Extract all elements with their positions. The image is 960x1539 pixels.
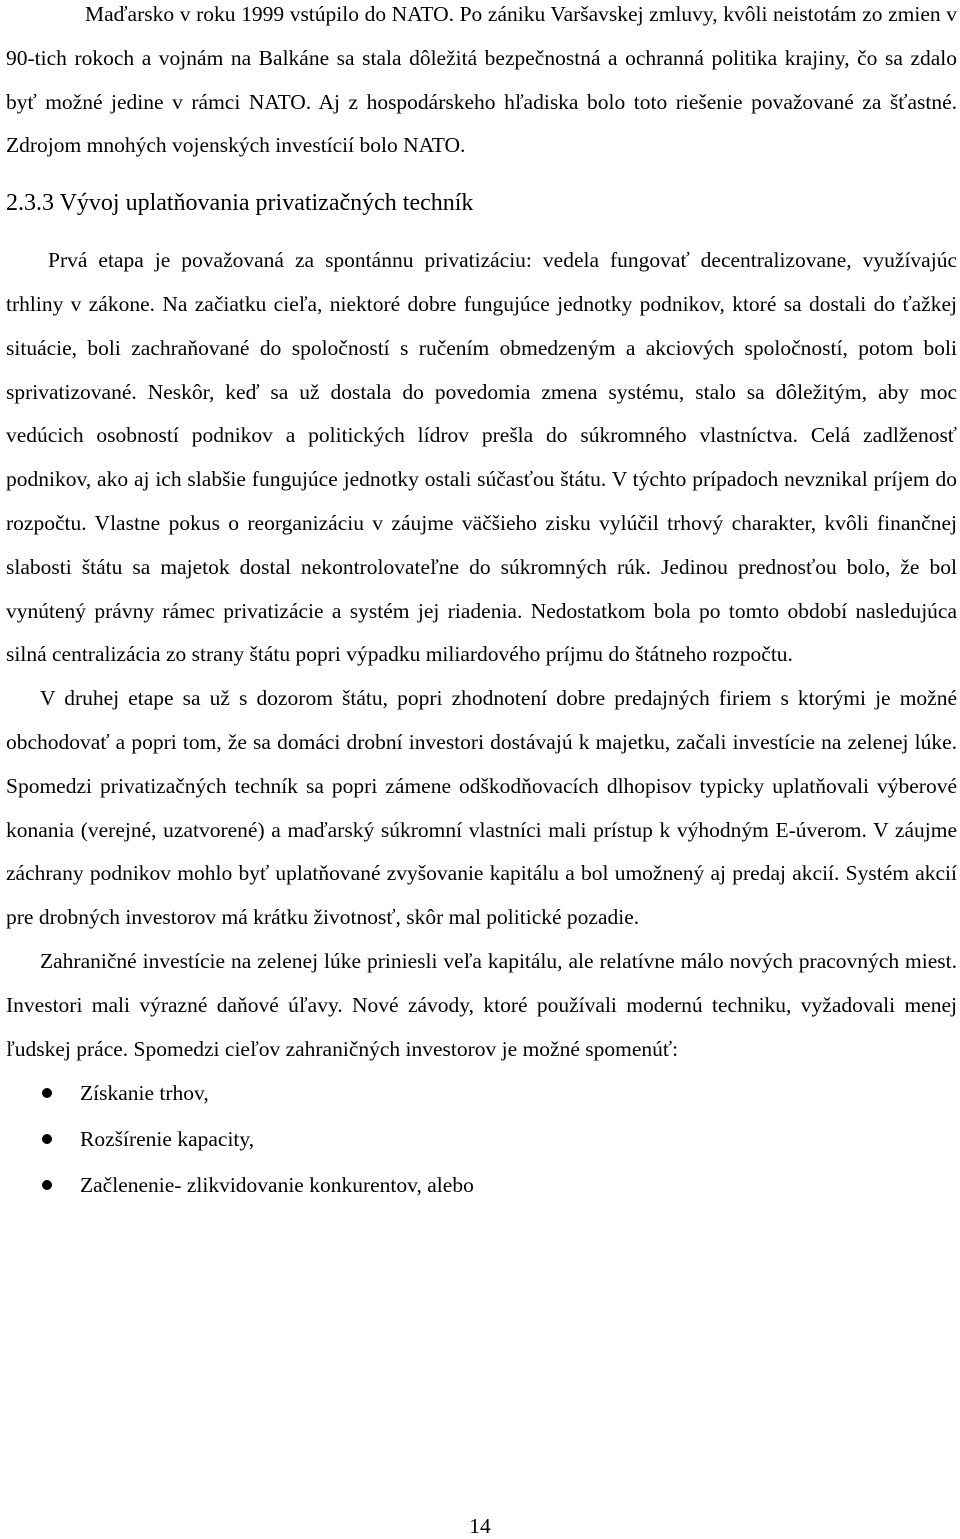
list-item-text: Získanie trhov, xyxy=(80,1081,209,1106)
list-item xyxy=(6,1117,957,1163)
bullet-icon xyxy=(42,1088,52,1098)
document-page xyxy=(6,0,957,1208)
list-item-text: Začlenenie- zlikvidovanie konkurentov, alebo xyxy=(80,1172,474,1197)
bullet-list xyxy=(6,1071,957,1208)
section-heading: 2.3.3 Vývoj uplatňovania privatizačných techník xyxy=(6,190,474,217)
paragraph-first-stage: Prvá etapa je považovaná za spontánnu privatizáciu: vedela fungovať decentralizovane, využívajúc trhliny v zákone. Na začiatku cieľa, niektoré dobre fungujúce jednotky podnikov, ktoré sa dostali do ťažkej situácie, boli zachraňované do spoločností s ručením obmedzeným a akciových spoločností, potom boli sprivatizované. Neskôr, keď sa už dostala do povedomia zmena systému, stalo sa dôležitým, aby moc vedúcich osobností podnikov a politických lídrov prešla do súkromného vlastníctva. Celá zadlženosť podnikov, ako aj ich slabšie fungujúce jednotky ostali súčasťou štátu. V týchto prípadoch nevznikal príjem do rozpočtu. Vlastne pokus o reorganizáciu v záujme väčšieho zisku vylúčil trhový charakter, kvôli finančnej slabosti štátu sa majetok dostal nekontrolovateľne do súkromných rúk. Jedinou prednosťou bolo, že bol vynútený právny rámec privatizácie a systém jej riadenia. Nedostatkom bola po tomto období nasledujúca silná centralizácia zo strany štátu popri výpadku miliardového príjmu do štátneho rozpočtu. xyxy=(6,248,957,667)
bullet-icon xyxy=(42,1134,52,1144)
list-item xyxy=(6,1071,957,1117)
page-number: 14 xyxy=(469,1514,491,1538)
paragraph-intro: Maďarsko v roku 1999 vstúpilo do NATO. Po zániku Varšavskej zmluvy, kvôli neistotám zo zmien v 90-tich rokoch a vojnám na Balkáne sa stala dôležitá bezpečnostná a ochranná politika krajiny, čo sa zdalo byť možné jedine v rámci NATO. Aj z hospodárskeho hľadiska bolo toto riešenie považované za šťastné. Zdrojom mnohých vojenských investícií bolo NATO. xyxy=(6,2,957,158)
paragraph-second-stage: V druhej etape sa už s dozorom štátu, popri zhodnotení dobre predajných firiem s ktorými je možné obchodovať a popri tom, že sa domáci drobní investori dostávajú k majetku, začali investície na zelenej lúke. Spomedzi privatizačných techník sa popri zámene odškodňovacích dlhopisov typicky uplatňovali výberové konania (verejné, uzatvorené) a maďarský súkromní vlastníci mali prístup k výhodným E-úverom. V záujme záchrany podnikov mohlo byť uplatňované zvyšovanie kapitálu a bol umožnený aj predaj akcií. Systém akcií pre drobných investorov má krátku životnosť, skôr mal politické pozadie. xyxy=(6,686,957,930)
list-item-text: Rozšírenie kapacity, xyxy=(80,1126,255,1151)
paragraph-foreign-investment: Zahraničné investície na zelenej lúke priniesli veľa kapitálu, ale relatívne málo nových pracovných miest. Investori mali výrazné daňové úľavy. Nové závody, ktoré používali modernú techniku, vyžadovali menej ľudskej práce. Spomedzi cieľov zahraničných investorov je možné spomenúť: xyxy=(6,948,957,1061)
list-item xyxy=(6,1163,957,1209)
bullet-icon xyxy=(42,1180,52,1190)
